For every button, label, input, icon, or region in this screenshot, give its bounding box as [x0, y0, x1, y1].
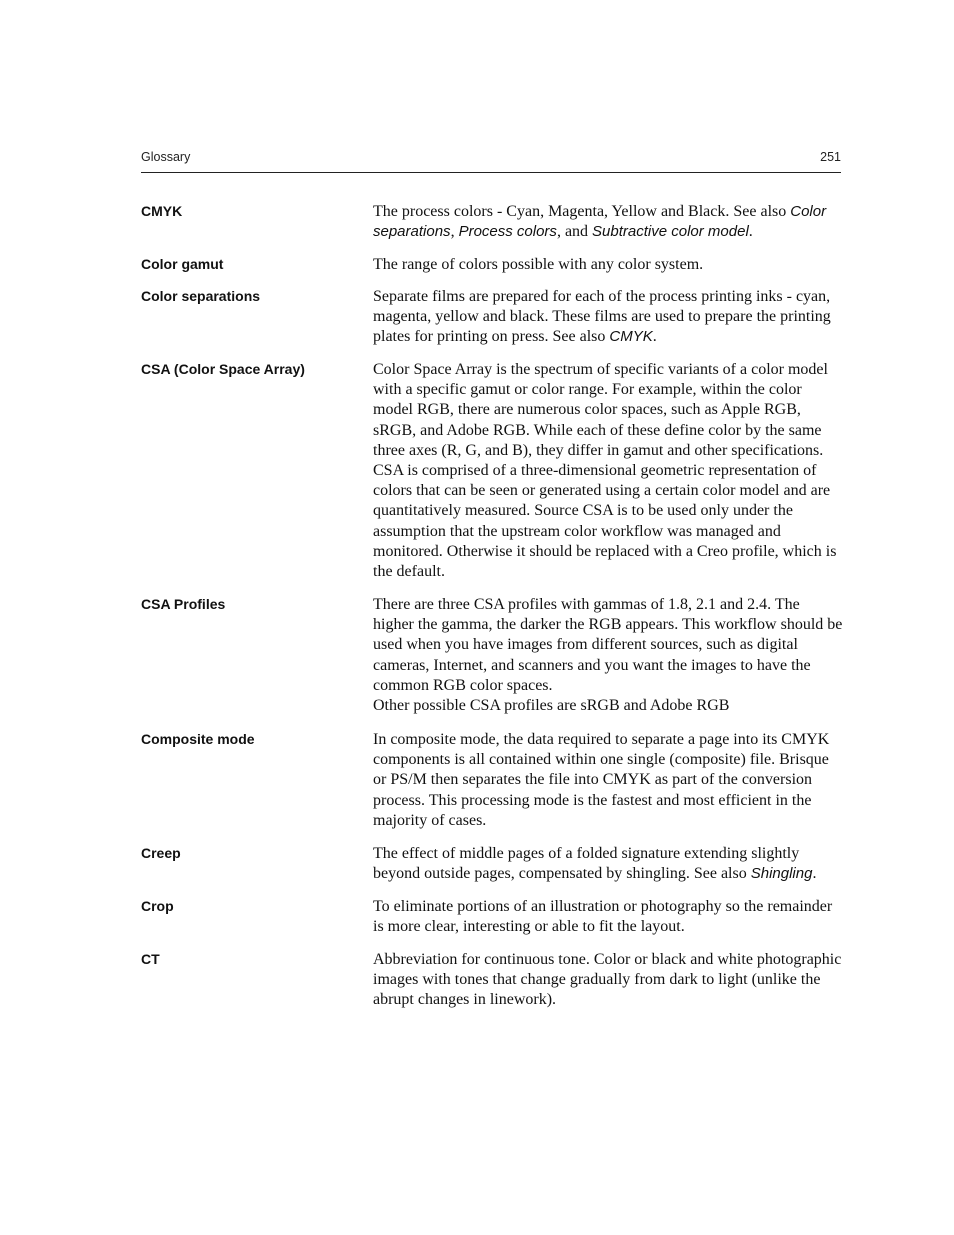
running-header: [141, 150, 841, 173]
cross-reference: Process colors: [458, 223, 557, 241]
definition-text: The process colors - Cyan, Magenta, Yellow and Black. See also: [373, 203, 791, 220]
cross-reference: CMYK: [609, 328, 653, 346]
definition-text: In composite mode, the data required to separate a page into its CMYK components is all contained within one single (composite) file. Brisque or PS/M then separates the file into CMYK as part of the conversion process. This processing mode is the fastest and most efficient in the majority of cases.: [373, 731, 830, 829]
term: Color gamut: [141, 256, 224, 272]
separator: ,: [450, 223, 459, 241]
term: Color separations: [141, 288, 261, 304]
definition-end: .: [652, 328, 657, 346]
definition: [373, 595, 843, 716]
definition: [373, 897, 843, 937]
definition: [373, 202, 843, 242]
cross-reference: Shingling: [750, 865, 813, 883]
definition: [373, 844, 843, 884]
definition-text: To eliminate portions of an illustration or photography so the remainder is more clear, interesting or able to fit the layout.: [373, 898, 833, 936]
cross-reference: Color separations: [373, 203, 827, 241]
term: Crop: [141, 898, 174, 914]
definition: [373, 730, 843, 831]
definition: [373, 255, 843, 275]
section-title: Glossary: [141, 150, 191, 164]
term: Composite mode: [141, 731, 255, 747]
definition: [373, 950, 843, 1011]
definition-text: There are three CSA profiles with gammas of 1.8, 2.1 and 2.4. The higher the gamma, the darker the RGB appears. This workflow should be used when you have images from different sources, such as digital cameras, Internet, and scanners and you want the images to have the common RGB color spaces.: [373, 596, 843, 694]
definition: [373, 287, 843, 348]
definition-text: The effect of middle pages of a folded signature extending slightly beyond outside pages, compensated by shingling. See also: [373, 845, 800, 883]
term: Creep: [141, 845, 181, 861]
definition-text: Separate films are prepared for each of the process printing inks - cyan, magenta, yellow and black. These films are used to prepare the printing plates for printing on press. See also: [373, 288, 831, 346]
term: CMYK: [141, 203, 183, 219]
definition-end: .: [812, 865, 817, 883]
term: CSA (Color Space Array): [141, 361, 305, 377]
term: CT: [141, 951, 160, 967]
definition-text: Abbreviation for continuous tone. Color or black and white photographic images with tones that change gradually from dark to light (unlike the abrupt changes in linework).: [373, 951, 842, 1009]
separator: , and: [556, 223, 593, 241]
page-number: 251: [820, 150, 841, 164]
definition-text: The range of colors possible with any color system.: [373, 256, 704, 273]
definition-end: .: [748, 223, 753, 241]
definition: [373, 360, 843, 582]
definition-text: Color Space Array is the spectrum of specific variants of a color model with a specific gamut or color range. For example, within the color model RGB, there are numerous color spaces, such as Apple RGB, sRGB, and Adobe RGB. While each of these define color by the same three axes (R, G, and B), they differ in gamut and other specifications. CSA is comprised of a three-dimensional geometric representation of colors that can be seen or generated using a certain color model and are quantitatively measured. Source CSA is to be used only under the assumption that the upstream color workflow was managed and monitored. Otherwise it should be replaced with a Creo profile, which is the default.: [373, 361, 837, 581]
cross-reference: Subtractive color model: [592, 223, 749, 241]
definition-text: Other possible CSA profiles are sRGB and Adobe RGB: [373, 697, 730, 715]
term: CSA Profiles: [141, 596, 226, 612]
